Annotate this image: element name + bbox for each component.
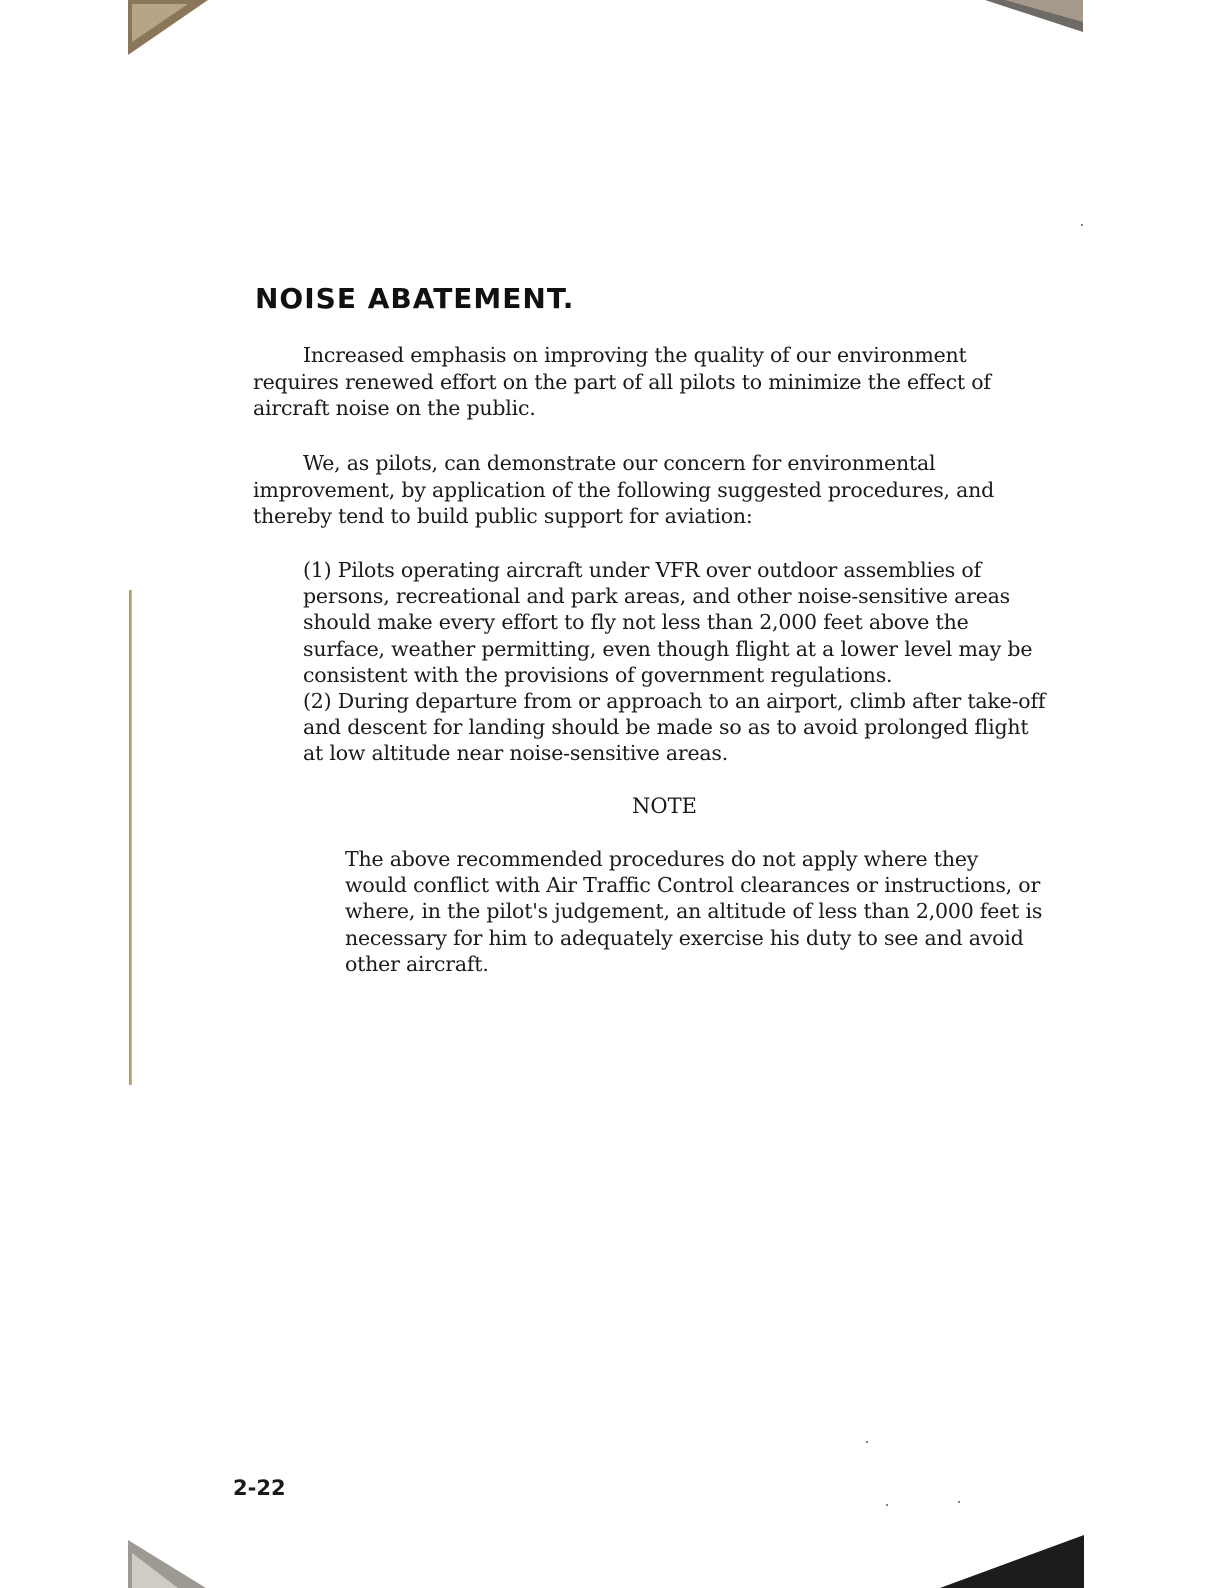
page-number: 2-22 [233, 1476, 286, 1500]
concern-paragraph [253, 450, 1053, 530]
speck [958, 1501, 960, 1503]
speck [866, 1441, 868, 1443]
corner-bottom-left-mark [128, 1535, 208, 1588]
note-heading: NOTE [632, 794, 697, 818]
speck [886, 1504, 888, 1506]
note-text: The above recommended procedures do not apply where they would conflict with Air Traffic Control clearances or instructions, or where, in the pilot's judgement, an altitude of less than 2,000 feet is necessary for him to adequately exercise his duty to see and avoid other aircraft. [345, 847, 1043, 976]
corner-top-left-mark [128, 0, 210, 56]
corner-top-right-mark [985, 0, 1085, 34]
corner-bottom-right-mark [940, 1535, 1085, 1588]
concern-paragraph-text: We, as pilots, can demonstrate our concern for environmental improvement, by application of the following suggested procedures, and thereby tend to build public support for aviation: [253, 451, 995, 528]
intro-paragraph [253, 342, 1053, 422]
speck [1081, 224, 1083, 226]
procedure-item-1: (1) Pilots operating aircraft under VFR over outdoor assemblies of persons, recreational and park areas, and other noise-sensitive areas should make every effort to fly not less than 2,000 feet above the surface, weather permitting, even though flight at a lower level may be consistent with the provisions of government regulations. [303, 558, 1033, 687]
left-edge-stain [129, 590, 132, 1085]
page-title: NOISE ABATEMENT. [255, 282, 575, 315]
procedure-item-2: (2) During departure from or approach to an airport, climb after take-off and descent for landing should be made so as to avoid prolonged flight at low altitude near noise-sensitive areas. [303, 689, 1046, 766]
intro-paragraph-text: Increased emphasis on improving the quality of our environment requires renewed effort on the part of all pilots to minimize the effect of aircraft noise on the public. [253, 343, 991, 420]
